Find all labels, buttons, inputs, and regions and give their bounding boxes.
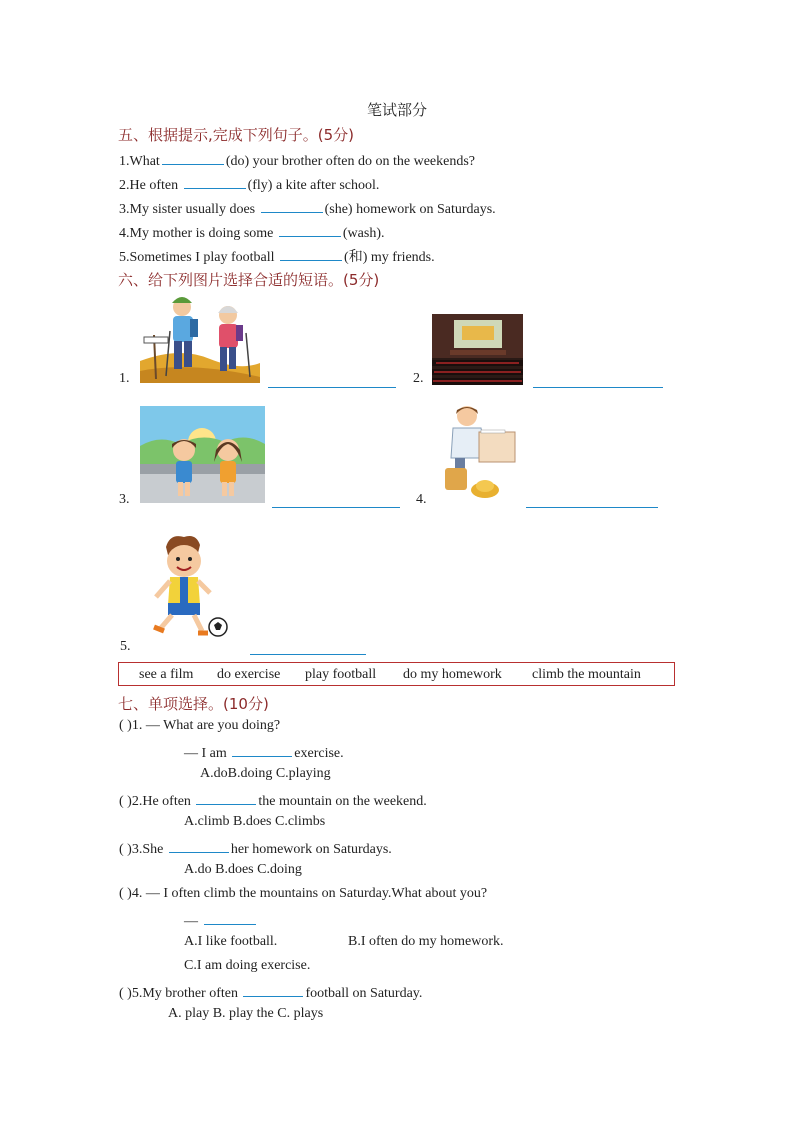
pic-answer-2[interactable] <box>533 386 663 388</box>
q1-answer-pre: — I am <box>184 746 227 761</box>
phrase-climb-the-mountain: climb the mountain <box>532 667 641 682</box>
q2-stem-row <box>119 790 427 810</box>
s5-item-3-pre: 3.My sister usually does <box>119 202 256 217</box>
pic-answer-3[interactable] <box>272 506 400 508</box>
pic-label-1: 1. <box>119 371 130 386</box>
q1-stem-row <box>119 718 280 734</box>
q4-option-c: C.I am doing exercise. <box>184 958 311 973</box>
phrase-play-football: play football <box>305 667 377 682</box>
section6-heading: 六、给下列图片选择合适的短语。(5分) <box>118 271 380 289</box>
q2-stem-post: the mountain on the weekend. <box>258 794 427 809</box>
q1-answer-row <box>184 742 344 762</box>
q4-stem: 4. — I often climb the mountains on Saturday.What about you? <box>131 886 488 901</box>
q5-stem-post: football on Saturday. <box>305 986 423 1001</box>
section5-heading: 五、根据提示,完成下列句子。(5分) <box>118 126 355 144</box>
q5-blank[interactable] <box>243 982 303 997</box>
q3-stem-post: her homework on Saturdays. <box>230 842 392 857</box>
s5-item-5-pre: 5.Sometimes I play football <box>119 250 275 265</box>
s5-item-3-post: (she) homework on Saturdays. <box>324 202 496 217</box>
pic-label-5: 5. <box>120 639 131 654</box>
s5-item-1-pre: 1.What <box>119 154 160 169</box>
q1-stem: 1. — What are you doing? <box>131 718 281 733</box>
hikers-climbing-image <box>140 291 260 383</box>
s5-item-5-blank[interactable] <box>280 246 342 261</box>
q2-options: A.climb B.does C.climbs <box>184 814 326 829</box>
q2-blank[interactable] <box>196 790 256 805</box>
phrase-box <box>118 662 675 686</box>
q4-option-a: A.I like football. <box>184 934 278 949</box>
pic-answer-4[interactable] <box>526 506 658 508</box>
q5-stem-row <box>119 982 422 1002</box>
football-player-image <box>140 533 240 641</box>
s5-item-2-blank[interactable] <box>184 174 246 189</box>
q4-answer-pre: — <box>184 914 198 929</box>
homework-image <box>441 402 519 499</box>
q5-stem-pre: 5.My brother often <box>131 986 238 1001</box>
s5-item-1-post: (do) your brother often do on the weekends? <box>225 154 476 169</box>
phrase-do-exercise: do exercise <box>217 667 281 682</box>
s5-item-1 <box>119 150 475 170</box>
q2-stem-pre: 2.He often <box>131 794 191 809</box>
q1-answer-paren[interactable]: ( ) <box>119 718 132 733</box>
s5-item-2-pre: 2.He often <box>119 178 179 193</box>
q4-option-b: B.I often do my homework. <box>348 934 504 949</box>
s5-item-2-post: (fly) a kite after school. <box>247 178 380 193</box>
pic-label-2: 2. <box>413 371 424 386</box>
s5-item-3 <box>119 198 496 218</box>
q3-options: A.do B.does C.doing <box>184 862 302 877</box>
q4-stem-row <box>119 886 487 902</box>
q5-options: A. play B. play the C. plays <box>168 1006 324 1021</box>
q4-answer-paren[interactable]: ( ) <box>119 886 132 901</box>
q5-answer-paren[interactable]: ( ) <box>119 986 132 1001</box>
s5-item-3-blank[interactable] <box>261 198 323 213</box>
pic-label-4: 4. <box>416 492 427 507</box>
q4-answer-row <box>184 910 258 930</box>
section7-heading: 七、单项选择。(10分) <box>118 695 269 713</box>
phrase-do-my-homework: do my homework <box>403 667 502 682</box>
cinema-image <box>432 314 523 385</box>
s5-item-4 <box>119 222 385 242</box>
pic-label-3: 3. <box>119 492 130 507</box>
q1-blank[interactable] <box>232 742 292 757</box>
s5-item-5 <box>119 246 435 266</box>
pic-answer-1[interactable] <box>268 386 396 388</box>
pic-answer-5[interactable] <box>250 653 366 655</box>
s5-item-4-pre: 4.My mother is doing some <box>119 226 274 241</box>
page-title: 笔试部分 <box>366 101 427 119</box>
s5-item-4-post: (wash). <box>342 226 385 241</box>
s5-item-4-blank[interactable] <box>279 222 341 237</box>
q2-answer-paren[interactable]: ( ) <box>119 794 132 809</box>
q3-stem-row <box>119 838 392 858</box>
q3-stem-pre: 3.She <box>131 842 164 857</box>
q4-blank[interactable] <box>204 910 256 925</box>
kids-exercise-image <box>140 406 265 503</box>
s5-item-1-blank[interactable] <box>162 150 224 165</box>
phrase-see-a-film: see a film <box>139 667 194 682</box>
q1-answer-post: exercise. <box>294 746 344 761</box>
s5-item-2 <box>119 174 379 194</box>
q1-options: A.doB.doing C.playing <box>200 766 331 781</box>
q3-answer-paren[interactable]: ( ) <box>119 842 132 857</box>
q3-blank[interactable] <box>169 838 229 853</box>
s5-item-5-post: (和) my friends. <box>344 250 435 265</box>
